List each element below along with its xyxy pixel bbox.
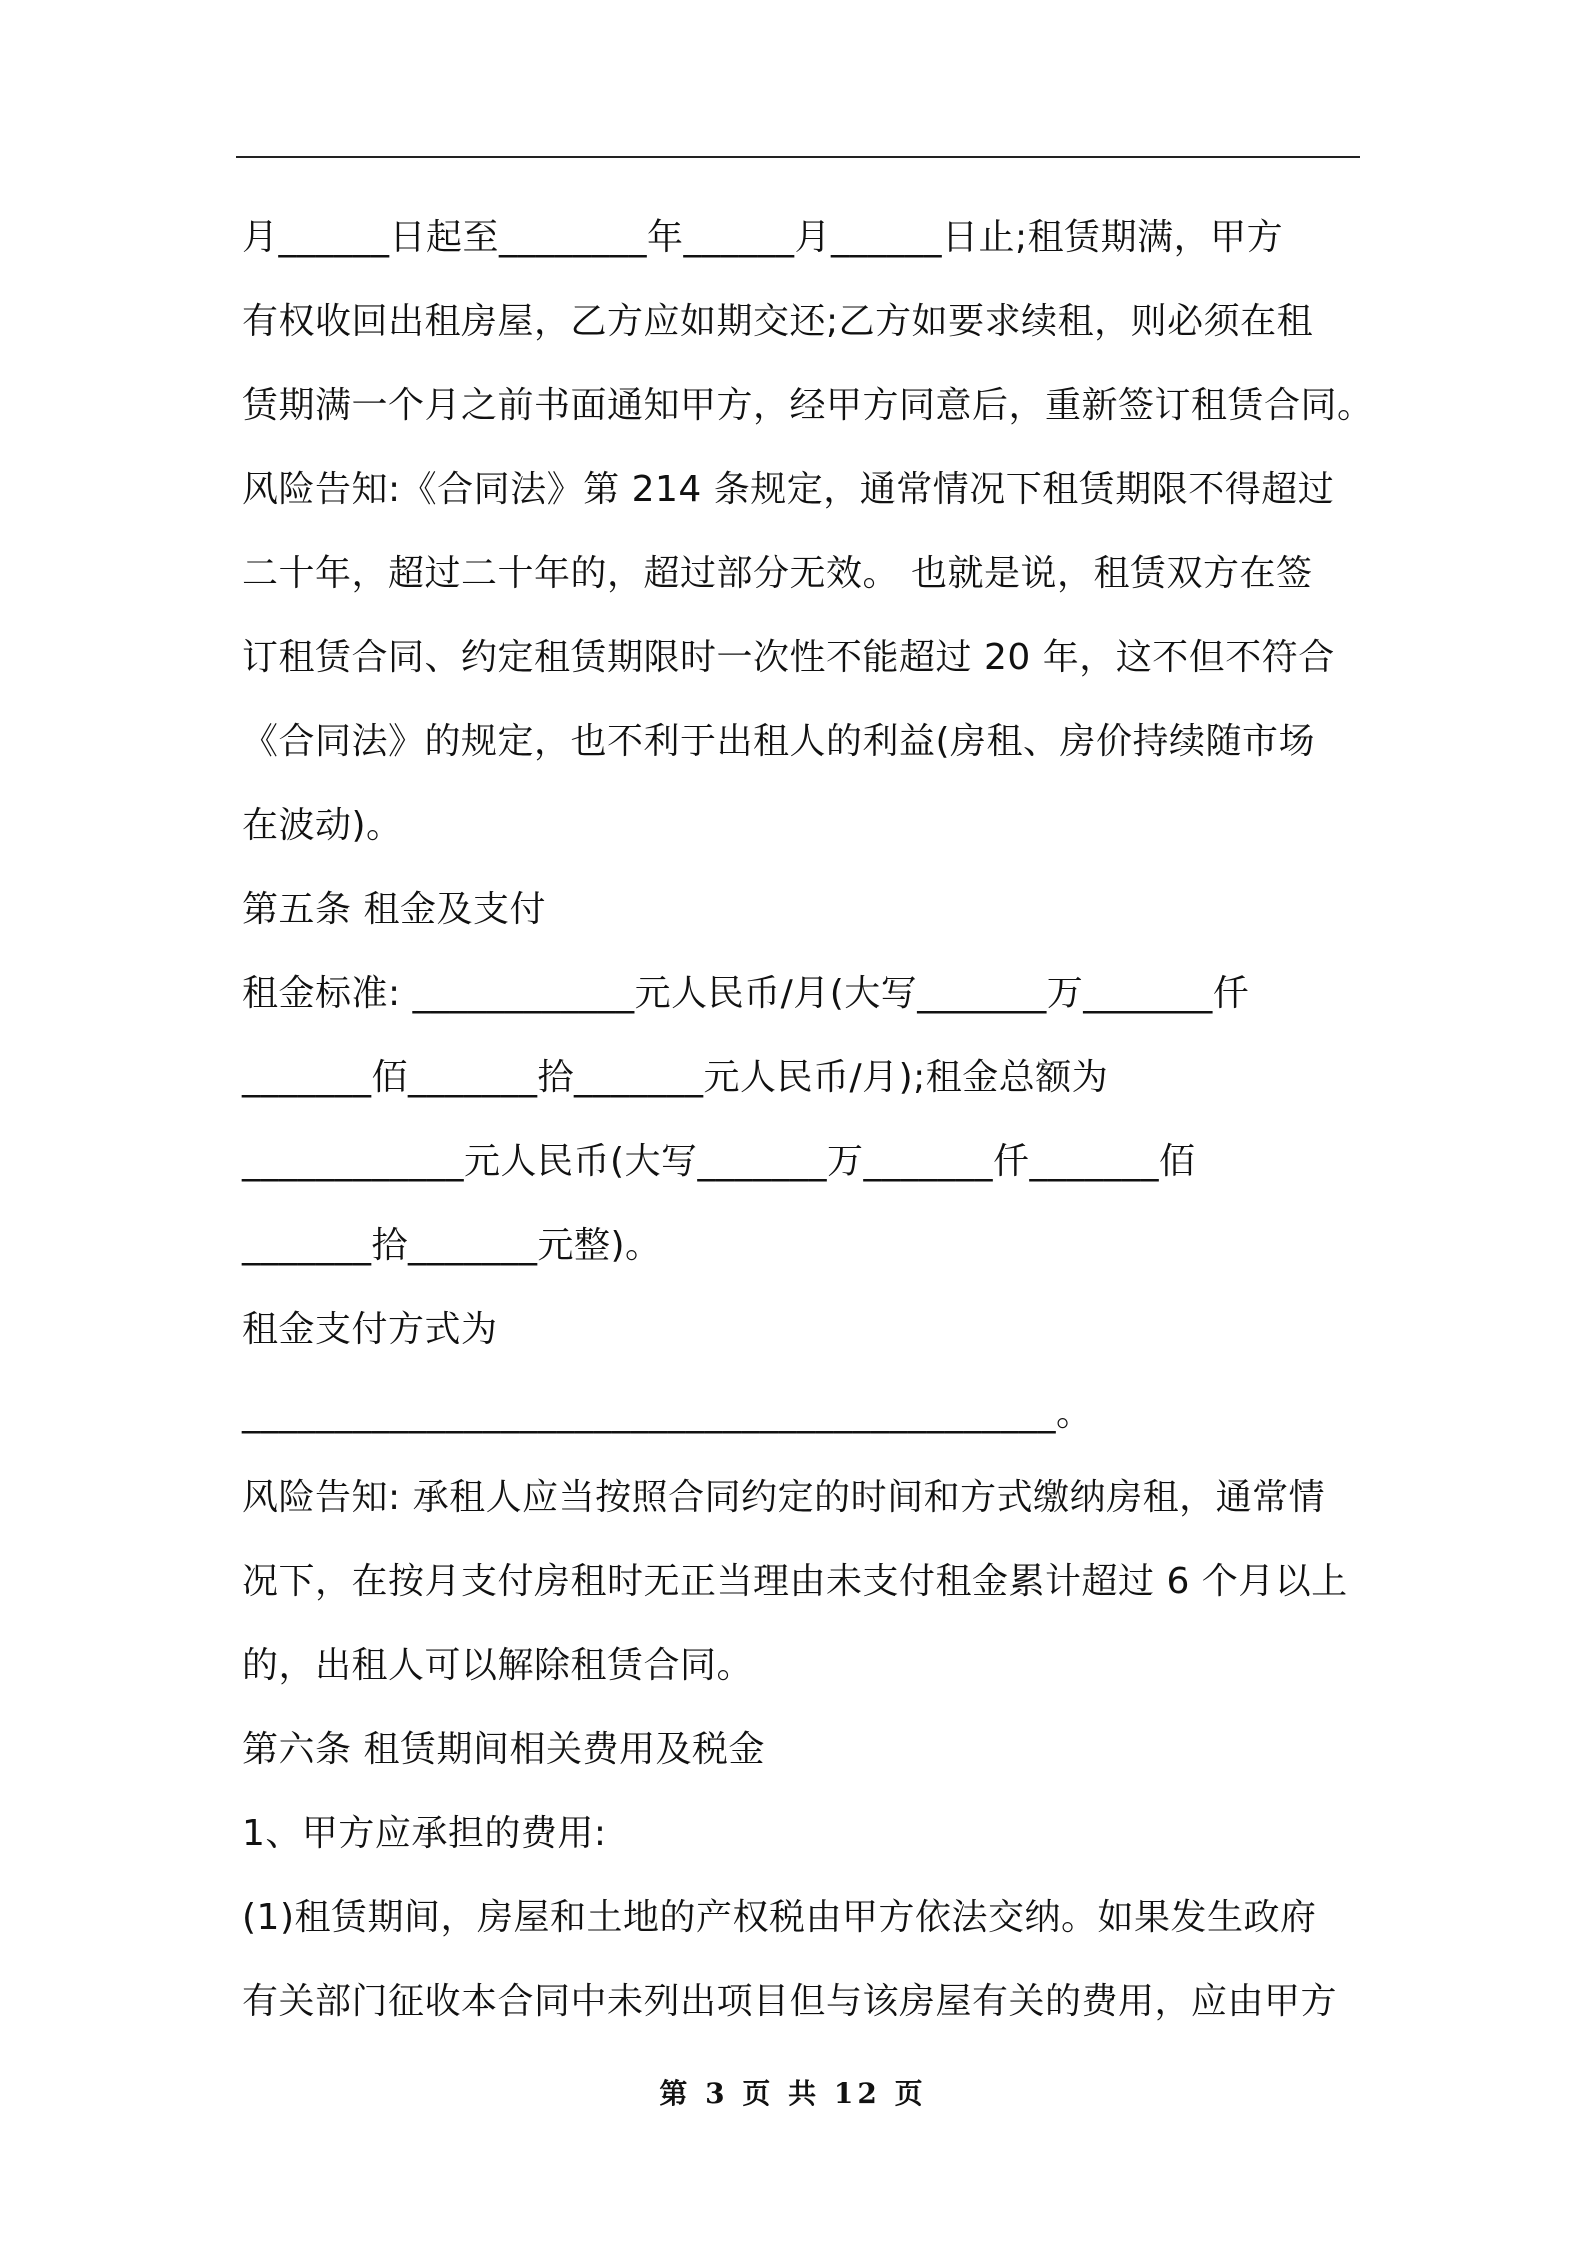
text-line: 有权收回出租房屋，乙方应如期交还;乙方如要求续租，则必须在租 [242, 301, 1314, 342]
text-line: _______拾_______元整)。 [242, 1225, 662, 1266]
text-line: 订租赁合同、约定租赁期限时一次性不能超过 20 年，这不但不符合 [242, 637, 1335, 678]
text-line: 二十年，超过二十年的，超过部分无效。 也就是说，租赁双方在签 [242, 553, 1313, 594]
document-body [242, 196, 1374, 2044]
section-heading: 第五条 租金及支付 [242, 889, 546, 930]
text-line: ____________________________________________。 [242, 1393, 1093, 1434]
text-line: 风险告知: 承租人应当按照合同约定的时间和方式缴纳房租，通常情 [242, 1477, 1326, 1518]
header-divider [236, 156, 1360, 158]
text-line: ____________元人民币(大写_______万_______仟_______佰 [242, 1141, 1196, 1182]
text-line: 有关部门征收本合同中未列出项目但与该房屋有关的费用，应由甲方 [242, 1981, 1338, 2022]
text-line: 风险告知:《合同法》第 214 条规定，通常情况下租赁期限不得超过 [242, 469, 1335, 510]
text-line: 租金支付方式为 [242, 1309, 498, 1350]
text-line: 月______日起至________年______月______日止;租赁期满，甲方 [242, 217, 1284, 258]
text-line: 租金标准: ____________元人民币/月(大写_______万_______仟 [242, 973, 1250, 1014]
text-line: 况下，在按月支付房租时无正当理由未支付租金累计超过 6 个月以上 [242, 1561, 1348, 1602]
text-line: 在波动)。 [242, 805, 403, 846]
text-line: (1)租赁期间，房屋和土地的产权税由甲方依法交纳。如果发生政府 [242, 1897, 1317, 1938]
text-line: 《合同法》的规定，也不利于出租人的利益(房租、房价持续随市场 [242, 721, 1316, 762]
text-line: 的，出租人可以解除租赁合同。 [242, 1645, 754, 1686]
text-line: 1、甲方应承担的费用: [242, 1813, 607, 1854]
text-line: 赁期满一个月之前书面通知甲方，经甲方同意后，重新签订租赁合同。 [242, 385, 1374, 426]
text-line: _______佰_______拾_______元人民币/月);租金总额为 [242, 1057, 1109, 1098]
page-number: 第 3 页 共 12 页 [659, 2077, 927, 2110]
section-heading: 第六条 租赁期间相关费用及税金 [242, 1729, 765, 1770]
